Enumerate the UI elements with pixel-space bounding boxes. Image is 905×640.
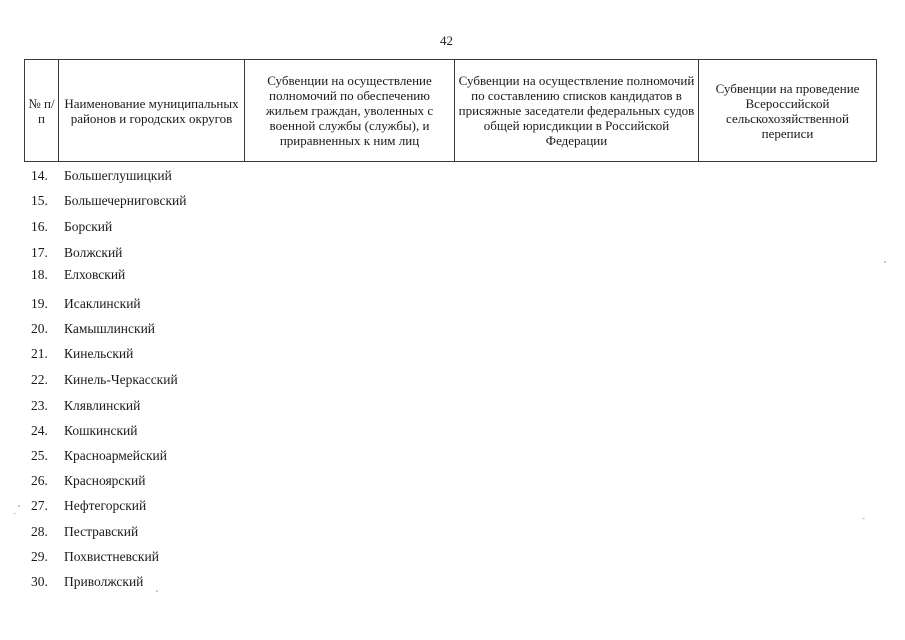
row-name: Красноярский — [64, 473, 146, 488]
row-name: Елховский — [64, 267, 126, 282]
table-row — [24, 422, 138, 440]
row-number: 22. — [31, 372, 48, 387]
header-number: № п/п — [25, 60, 59, 162]
row-number: 17. — [31, 245, 48, 260]
row-number: 28. — [31, 524, 48, 539]
header-jurors-subvention: Субвенции на осуществление полномочий по составлению списков кандидатов в присяжные заседатели федеральных судов общей юрисдикции в Российской Федерации — [455, 60, 699, 162]
table-row — [24, 244, 122, 262]
row-name: Большечерниговский — [64, 193, 187, 208]
row-name: Кошкинский — [64, 423, 138, 438]
row-number: 26. — [31, 473, 48, 488]
scan-speck — [884, 261, 886, 263]
table-row — [24, 397, 140, 415]
row-name: Кинель-Черкасский — [64, 372, 178, 387]
row-number: 24. — [31, 423, 48, 438]
table-row — [24, 167, 172, 185]
table-row — [24, 573, 143, 591]
row-name: Пестравский — [64, 524, 139, 539]
row-number: 18. — [31, 267, 48, 282]
row-number: 16. — [31, 219, 48, 234]
table-row — [24, 497, 146, 515]
scan-speck — [862, 518, 865, 519]
row-number: 14. — [31, 168, 48, 183]
table-row — [24, 548, 159, 566]
table-row — [24, 472, 145, 490]
table-row — [24, 192, 187, 210]
row-name: Похвистневский — [64, 549, 159, 564]
subventions-table-header — [24, 59, 877, 162]
table-row — [24, 371, 178, 389]
table-row — [24, 266, 125, 284]
header-census-subvention: Субвенции на проведение Всероссийской сельскохозяйственной переписи — [699, 60, 877, 162]
row-name: Исаклинский — [64, 296, 141, 311]
table-row — [24, 295, 141, 313]
table-row — [24, 320, 155, 338]
row-name: Нефтегорский — [64, 498, 147, 513]
scan-speck — [156, 590, 158, 592]
row-name: Приволжский — [64, 574, 144, 589]
row-number: 21. — [31, 346, 48, 361]
header-housing-subvention: Субвенции на осуществление полномочий по обеспечению жильем граждан, уволенных с военной службы (службы), и приравненных к ним лиц — [245, 60, 455, 162]
row-number: 25. — [31, 448, 48, 463]
row-name: Камышлинский — [64, 321, 156, 336]
table-row — [24, 523, 138, 541]
row-name: Борский — [64, 219, 113, 234]
row-name: Клявлинский — [64, 398, 141, 413]
row-number: 23. — [31, 398, 48, 413]
row-number: 20. — [31, 321, 48, 336]
row-number: 29. — [31, 549, 48, 564]
row-number: 19. — [31, 296, 48, 311]
scan-speck — [18, 505, 20, 507]
row-number: 27. — [31, 498, 48, 513]
row-name: Большеглушицкий — [64, 168, 172, 183]
table-row — [24, 345, 133, 363]
row-number: 15. — [31, 193, 48, 208]
table-row — [24, 218, 112, 236]
row-name: Красноармейский — [64, 448, 168, 463]
row-name: Кинельский — [64, 346, 134, 361]
table-row — [24, 447, 167, 465]
header-municipality-name: Наименование муниципальных районов и городских округов — [59, 60, 245, 162]
row-name: Волжский — [64, 245, 123, 260]
scan-speck — [14, 513, 16, 514]
row-number: 30. — [31, 574, 48, 589]
page-number: 42 — [440, 33, 453, 48]
